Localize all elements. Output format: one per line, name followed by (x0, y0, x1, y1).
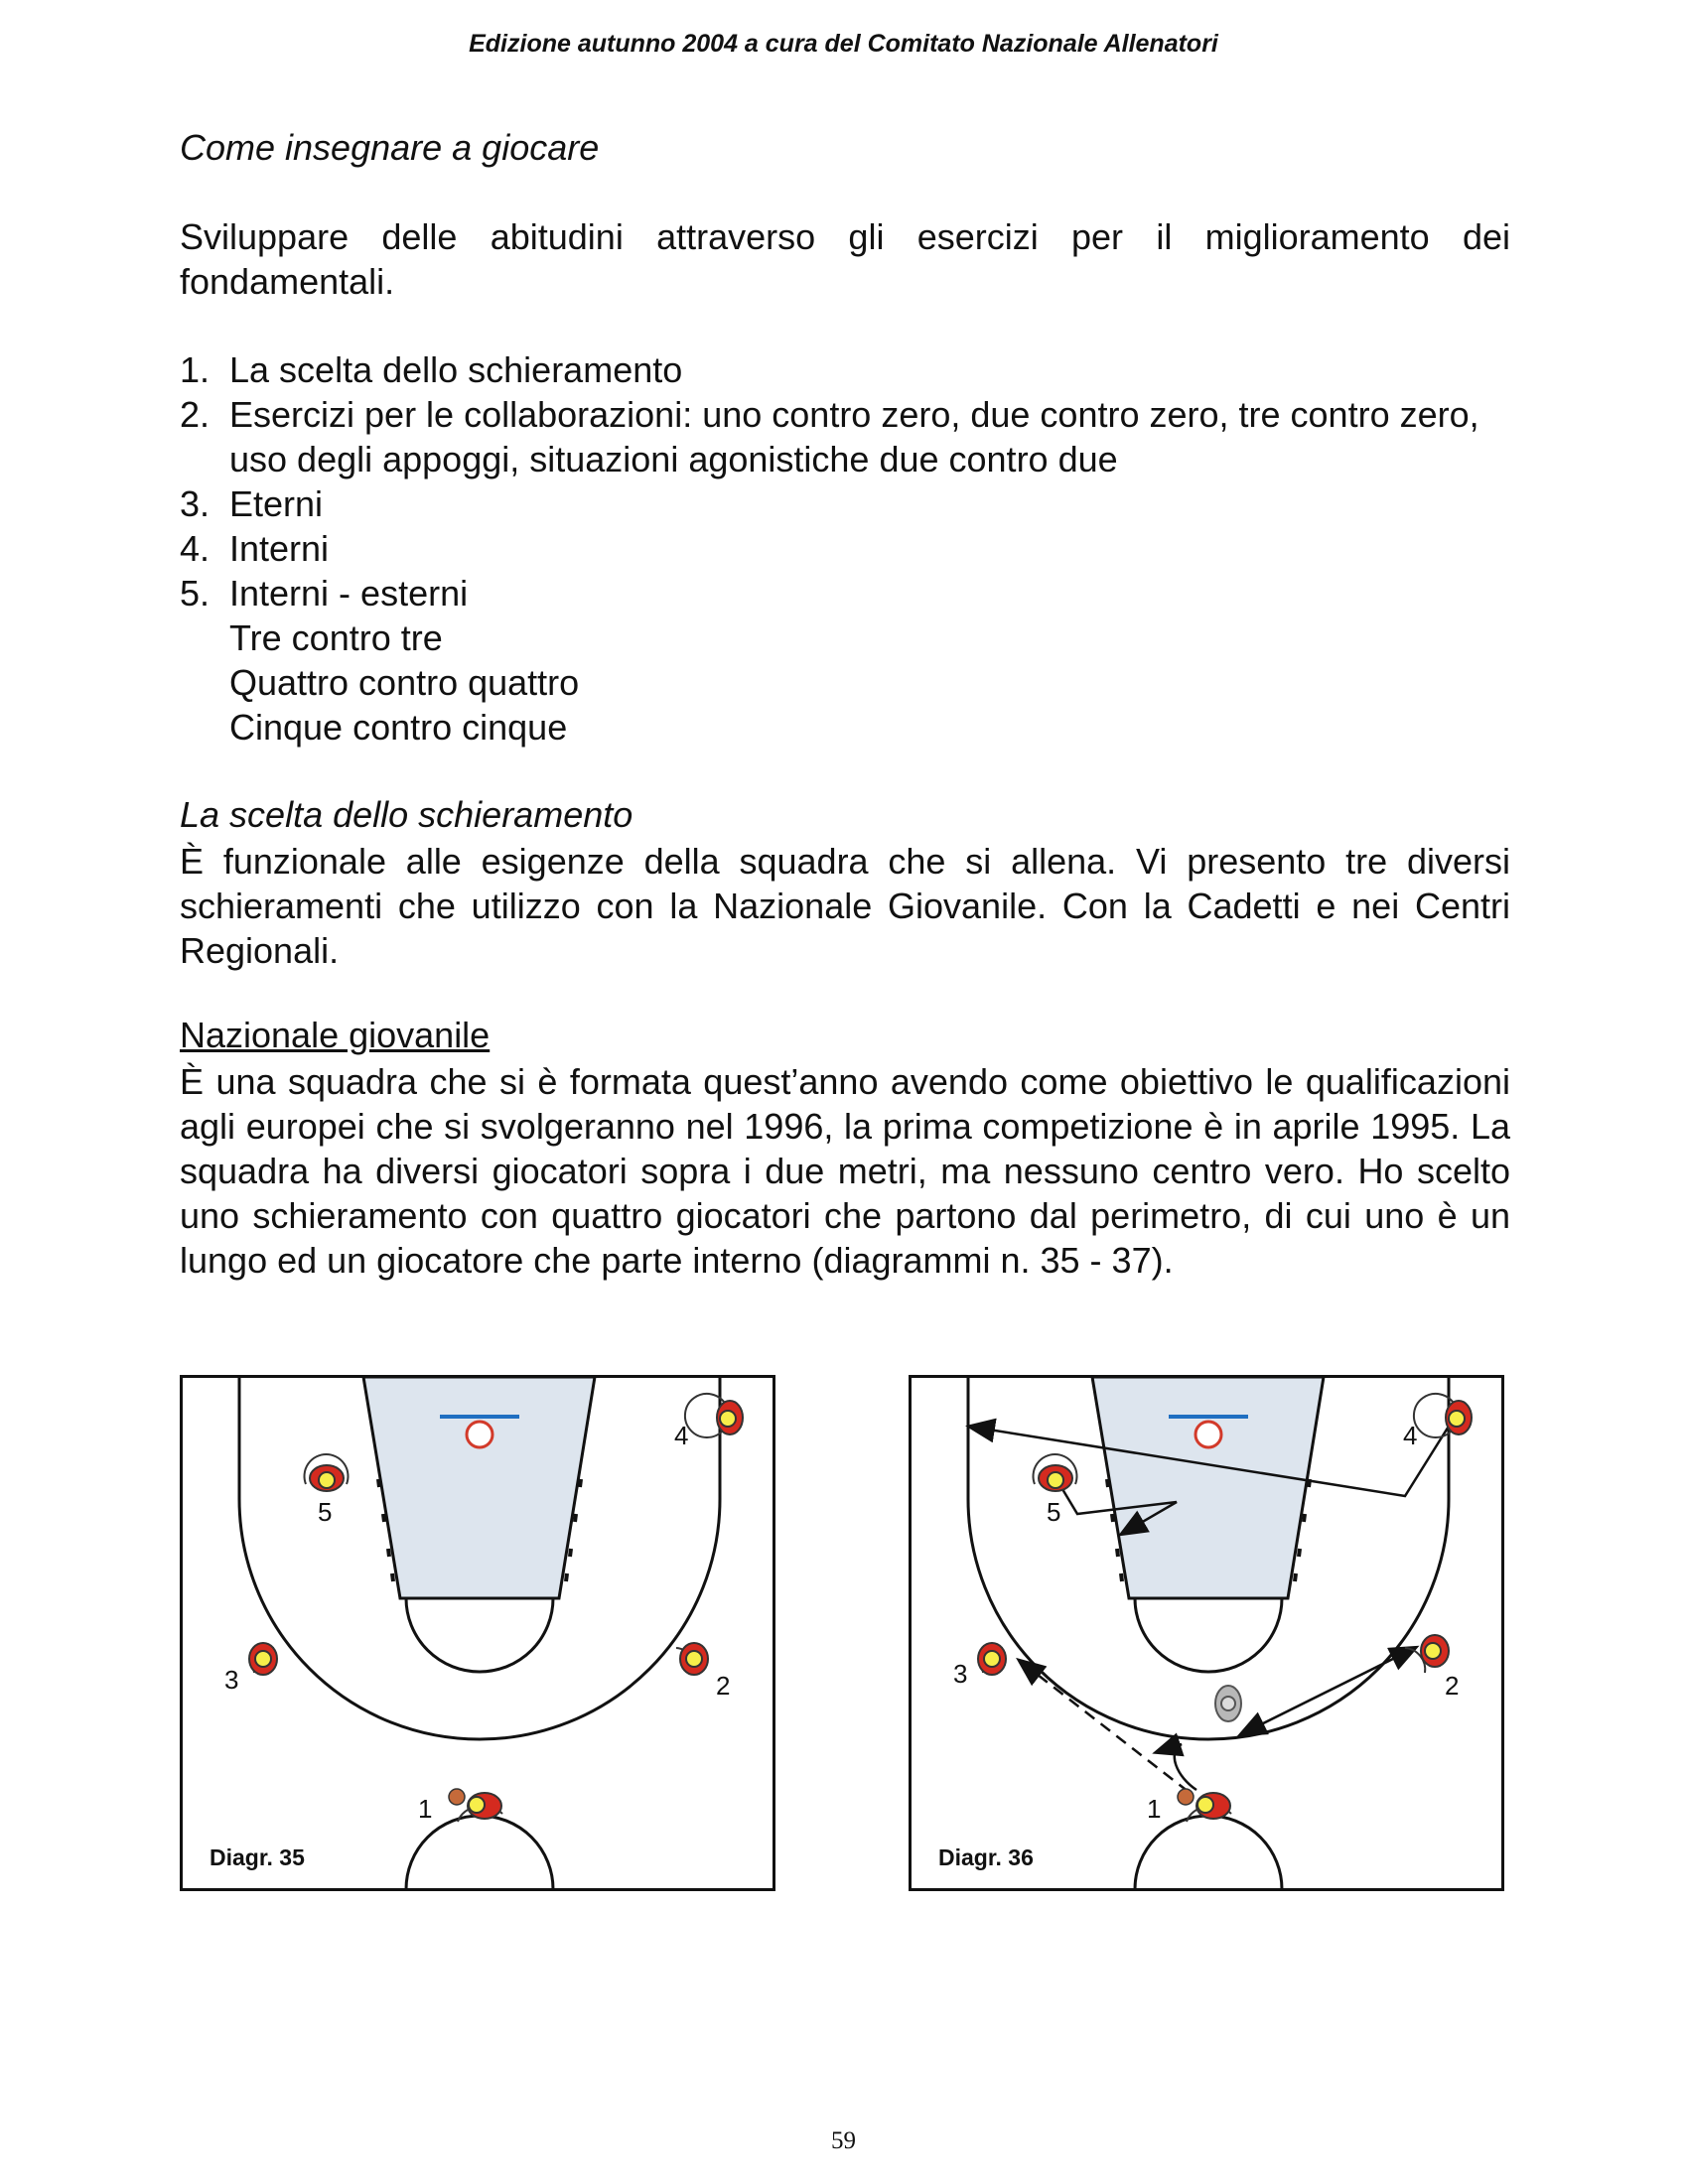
list-text: Interni - esterni (229, 573, 469, 614)
list-text: La scelta dello schieramento (229, 349, 683, 390)
defender-icon (1215, 1686, 1241, 1721)
player-label: 4 (1403, 1421, 1418, 1450)
list-number: 1. (180, 349, 211, 390)
list-item (180, 526, 1510, 571)
intro-paragraph: Sviluppare delle abitudini attraverso gli esercizi per il miglioramento dei fondamentali. (180, 216, 1510, 302)
list-text: Eterni (229, 483, 324, 524)
list-number: 2. (180, 394, 211, 435)
list-number: 4. (180, 528, 211, 569)
sub-list-item: Quattro contro quattro (229, 662, 580, 703)
rim (467, 1422, 492, 1447)
sub-list-item: Cinque contro cinque (229, 707, 568, 748)
list-number: 5. (180, 573, 211, 614)
player-3-icon (249, 1643, 277, 1675)
running-header: Edizione autunno 2004 a cura del Comitato Nazionale Allenatori (469, 30, 1218, 58)
list-item (180, 571, 1510, 615)
diagram-36 (909, 1375, 1504, 1891)
list-item (180, 481, 1510, 526)
subsection-heading: La scelta dello schieramento (180, 794, 633, 835)
player-label: 5 (318, 1497, 333, 1527)
ball-icon (449, 1789, 465, 1805)
player-3-icon (978, 1643, 1006, 1675)
subsection-heading: Nazionale giovanile (180, 1015, 491, 1055)
diagram-caption: Diagr. 35 (210, 1844, 305, 1870)
subsection-paragraph: È una squadra che si è formata quest’anno avendo come obiettivo le qualificazioni agli europei che si svolgeranno nel 1996, la prima competizione è in aprile 1995. La squadra ha diversi giocatori sopra i due metri, ma nessuno centro vero. Ho scelto uno schieramento con quattro giocatori che partono dal perimetro, di cui uno è un lungo ed un giocatore che parte interno (diagrammi n. 35 - 37). (180, 1061, 1510, 1281)
player-label: 3 (224, 1665, 239, 1695)
sub-list-item: Tre contro tre (229, 617, 443, 658)
list-text: Interni (229, 528, 330, 569)
diagram-35 (180, 1375, 775, 1891)
player-label: 5 (1047, 1497, 1061, 1527)
player-label: 2 (716, 1671, 731, 1701)
section-title: Come insegnare a giocare (180, 127, 600, 168)
player-label: 1 (418, 1794, 433, 1824)
player-label: 3 (953, 1659, 968, 1689)
player-label: 2 (1445, 1671, 1460, 1701)
page-number: 59 (831, 2127, 856, 2154)
player-label: 4 (674, 1421, 689, 1450)
diagram-caption: Diagr. 36 (938, 1844, 1034, 1870)
list-item (180, 392, 1510, 481)
list-item (180, 347, 1510, 392)
list-text: Esercizi per le collaborazioni: uno contro zero, due contro zero, tre contro zero, uso degli appoggi, situazioni agonistiche due contro due (229, 394, 1479, 479)
ball-icon (1178, 1789, 1194, 1805)
subsection-paragraph: È funzionale alle esigenze della squadra che si allena. Vi presento tre diversi schieramenti che utilizzo con la Nazionale Giovanile. Con la Cadetti e nei Centri Regionali. (180, 841, 1510, 971)
list-number: 3. (180, 483, 211, 524)
lane (363, 1377, 595, 1598)
numbered-list (180, 347, 1510, 750)
player-label: 1 (1147, 1794, 1162, 1824)
